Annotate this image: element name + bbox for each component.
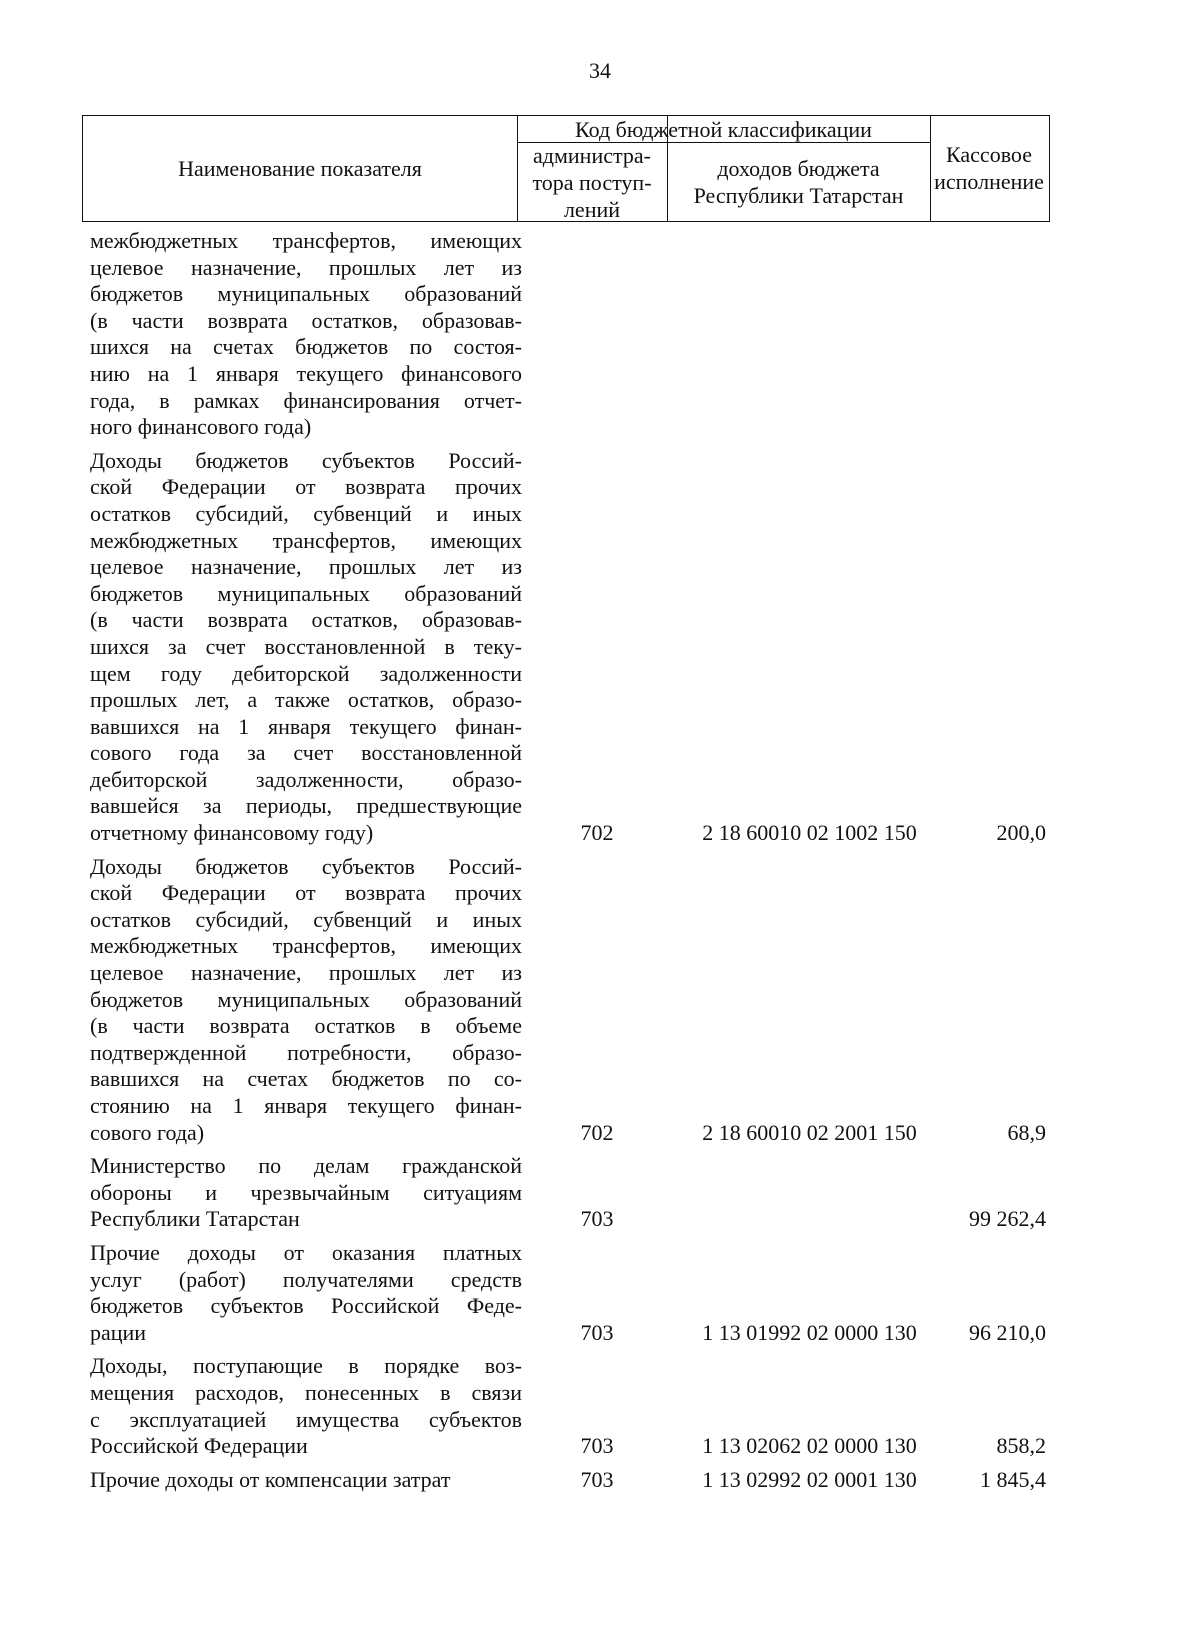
header-indicator-name: Наименование показателя: [178, 155, 422, 181]
administrator-code: 703: [580, 1206, 614, 1232]
indicator-name-line: Российской Федерации: [90, 1433, 308, 1459]
indicator-name-line: межбюджетных трансфертов, имеющих: [90, 228, 522, 253]
indicator-name-line: сового года): [90, 1119, 205, 1145]
indicator-name-line: бюджетов субъектов Российской Феде-: [90, 1293, 522, 1319]
indicator-name-line: ного финансового года): [90, 414, 312, 440]
header-line: исполнение: [934, 169, 1044, 194]
indicator-name-line: (в части возврата остатков в объеме: [90, 1013, 522, 1039]
table-row: [82, 1353, 1050, 1459]
indicator-name-line: сового года за счет восстановленной: [90, 740, 522, 766]
header-line: доходов бюджета: [717, 156, 880, 181]
indicator-name: [82, 1240, 522, 1346]
indicator-name-line: рации: [90, 1319, 147, 1345]
indicator-name-line: Республики Татарстан: [90, 1206, 300, 1232]
indicator-name-line: Министерство по делам гражданской: [90, 1153, 522, 1179]
indicator-name-line: отчетному финансовому году): [90, 820, 374, 846]
administrator-code: 702: [580, 820, 614, 846]
administrator-code: 703: [580, 1466, 614, 1492]
indicator-name-line: стоянию на 1 января текущего финан-: [90, 1093, 522, 1118]
administrator-code: 702: [580, 1119, 614, 1145]
table-body: [82, 228, 1050, 1500]
indicator-name-line: целевое назначение, прошлых лет из: [90, 960, 522, 986]
budget-income-code: 2 18 60010 02 1002 150: [702, 820, 917, 846]
header-administrator: [517, 143, 667, 221]
indicator-name: [82, 448, 522, 847]
table-row: [82, 228, 1050, 441]
header-line: тора поступ-: [532, 169, 652, 195]
budget-income-code: 1 13 02062 02 0000 130: [702, 1433, 917, 1459]
indicator-name-line: остатков субсидий, субвенций и иных: [90, 906, 522, 932]
table-row: [82, 448, 1050, 847]
indicator-name-line: Доходы бюджетов субъектов Россий-: [90, 853, 522, 879]
indicator-name-line: целевое назначение, прошлых лет из: [90, 554, 522, 580]
indicator-name: [82, 228, 522, 441]
indicator-name: [82, 1353, 522, 1459]
indicator-name-line: дебиторской задолженности, образо-: [90, 766, 522, 792]
administrator-code: 703: [580, 1433, 614, 1459]
indicator-name-line: бюджетов муниципальных образований: [90, 281, 522, 307]
table-row: [82, 1240, 1050, 1346]
cash-execution-amount: 68,9: [1007, 1119, 1046, 1145]
table-header: [82, 115, 1050, 222]
indicator-name-line: услуг (работ) получателями средств: [90, 1266, 522, 1292]
cash-execution-amount: 858,2: [996, 1433, 1046, 1459]
indicator-name-line: вавшихся на счетах бюджетов по со-: [90, 1066, 522, 1092]
indicator-name-line: ской Федерации от возврата прочих: [90, 474, 522, 500]
indicator-name: [82, 1467, 522, 1494]
indicator-name-line: бюджетов муниципальных образований: [90, 580, 522, 606]
indicator-name-line: нию на 1 января текущего финансового: [90, 360, 522, 386]
indicator-name-line: межбюджетных трансфертов, имеющих: [90, 933, 522, 959]
indicator-name-line: вавшейся за периоды, предшествующие: [90, 793, 522, 819]
cash-execution-amount: 200,0: [996, 820, 1046, 846]
budget-income-code: 2 18 60010 02 2001 150: [702, 1119, 917, 1145]
indicator-name: [82, 854, 522, 1147]
indicator-name-line: подтвержденной потребности, образо-: [90, 1039, 522, 1065]
page-number: 34: [589, 58, 611, 83]
header-budget-income: [667, 143, 930, 221]
indicator-name-line: Доходы бюджетов субъектов Россий-: [90, 447, 522, 473]
cash-execution-amount: 96 210,0: [969, 1319, 1046, 1345]
table-row: [82, 1153, 1050, 1233]
indicator-name-line: года, в рамках финансирования отчет-: [90, 387, 522, 413]
indicator-name: [82, 1153, 522, 1233]
administrator-code: 703: [580, 1319, 614, 1345]
indicator-name-line: Прочие доходы от компенсации затрат: [90, 1466, 451, 1492]
indicator-name-line: шихся за счет восстановленной в теку-: [90, 633, 522, 659]
indicator-name-line: щем году дебиторской задолженности: [90, 660, 522, 686]
indicator-name-line: прошлых лет, а также остатков, образо-: [90, 687, 522, 713]
indicator-name-line: (в части возврата остатков, образовав-: [90, 607, 522, 633]
indicator-name-line: вавшихся на 1 января текущего финан-: [90, 713, 522, 739]
table-row: [82, 854, 1050, 1147]
header-line: Кассовое: [946, 142, 1032, 167]
cash-execution-amount: 99 262,4: [969, 1206, 1046, 1232]
budget-income-code: 1 13 02992 02 0001 130: [702, 1466, 917, 1492]
header-classification-code: Код бюджетной классификации: [575, 116, 872, 142]
indicator-name-line: бюджетов муниципальных образований: [90, 986, 522, 1012]
indicator-name-line: остатков субсидий, субвенций и иных: [90, 500, 522, 526]
indicator-name-line: мещения расходов, понесенных в связи: [90, 1379, 522, 1405]
indicator-name-line: ской Федерации от возврата прочих: [90, 880, 522, 906]
indicator-name-line: шихся на счетах бюджетов по состоя-: [90, 334, 522, 360]
header-line: лений: [563, 196, 621, 222]
indicator-name-line: межбюджетных трансфертов, имеющих: [90, 527, 522, 553]
indicator-name-line: Доходы, поступающие в порядке воз-: [90, 1353, 522, 1379]
indicator-name-line: (в части возврата остатков, образовав-: [90, 307, 522, 333]
indicator-name-line: с эксплуатацией имущества субъектов: [90, 1406, 522, 1432]
budget-income-code: 1 13 01992 02 0000 130: [702, 1319, 917, 1345]
indicator-name-line: Прочие доходы от оказания платных: [90, 1239, 522, 1265]
indicator-name-line: обороны и чрезвычайным ситуациям: [90, 1179, 522, 1205]
header-line: администра-: [533, 142, 651, 168]
header-cash-execution: [930, 116, 1048, 220]
indicator-name-line: целевое назначение, прошлых лет из: [90, 254, 522, 280]
table-row: [82, 1467, 1050, 1494]
cash-execution-amount: 1 845,4: [980, 1466, 1046, 1492]
header-line: Республики Татарстан: [693, 183, 904, 208]
